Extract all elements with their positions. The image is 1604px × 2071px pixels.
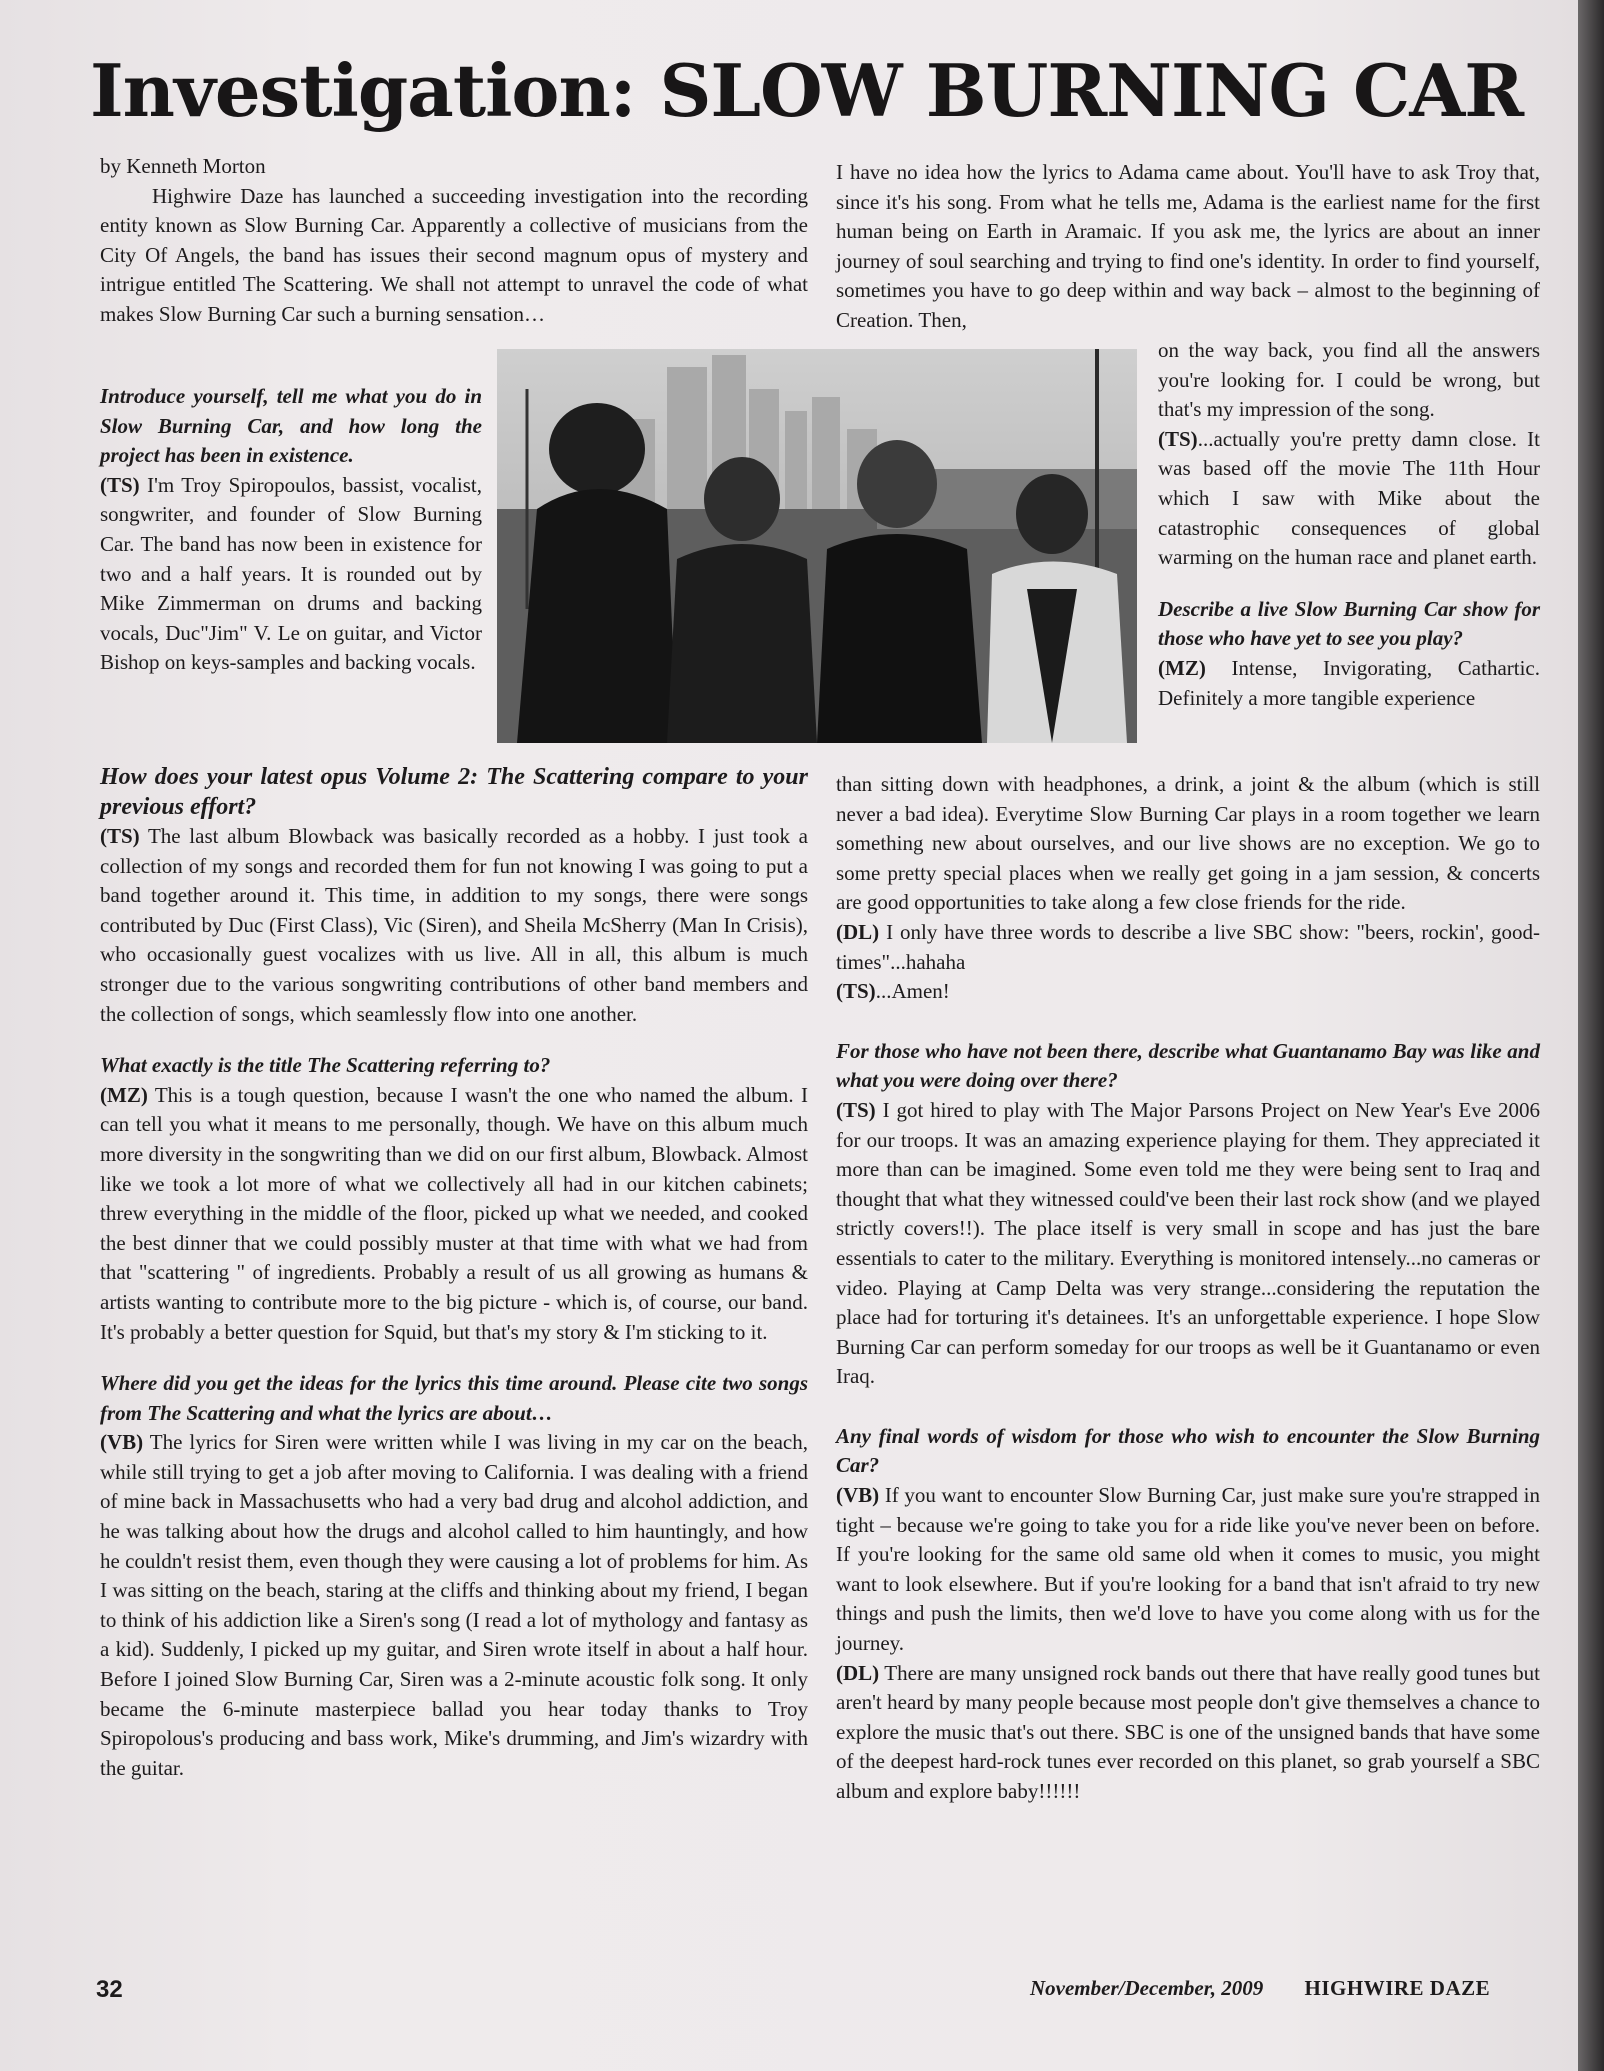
intro-block xyxy=(100,152,808,330)
answer-1 xyxy=(100,471,482,678)
answer-7 xyxy=(836,1481,1540,1659)
answer-7b xyxy=(836,1659,1540,1807)
right-top-block xyxy=(836,158,1540,336)
question-4: Where did you get the ideas for the lyrics this time around. Please cite two songs from The Scattering and what the lyrics are about… xyxy=(100,1371,808,1425)
speaker-tag: (VB) xyxy=(836,1483,880,1508)
intro-paragraph: Highwire Daze has launched a succeeding investigation into the recording entity known as Slow Burning Car. Apparently a collective of musicians from the City Of Angels, the band has issues their second magnum opus of mystery and intrigue entitled The Scattering. We shall not attempt to unravel the code of what makes Slow Burning Car such a burning sensation… xyxy=(100,183,808,326)
answer-4-text: The lyrics for Siren were written while I was living in my car on the beach, while still trying to get a job after moving to California. I was dealing with a friend of mine back in Massachusetts who had a very bad drug and alcohol addiction, and he was talking about how the drugs and alcohol called to him hauntingly, and how he couldn't resist them, even though they were causing a lot of problems for him. As I was sitting on the beach, staring at the cliffs and thinking about my friend, I began to think of his addiction like a Siren's song (I read a lot of mythology and fantasy as a kid). Suddenly, I picked up my guitar, and Siren wrote itself in about a half hour. Before I joined Slow Burning Car, Siren was a 2-minute acoustic folk song. It only became the 6-minute masterpiece ballad you hear today thanks to Troy Spiropolous's producing and bass work, Mike's drumming, and Jim's wizardry with the guitar. xyxy=(100,1430,808,1780)
answer-5 xyxy=(1158,654,1540,713)
answer-6 xyxy=(836,1096,1540,1392)
answer-3 xyxy=(100,1081,808,1347)
answer-1-text: I'm Troy Spiropoulos, bassist, vocalist, songwriter, and founder of Slow Burning Car. The band has now been in existence for two and a half years. It is rounded out by Mike Zimmerman on drums and backing vocals, Duc"Jim" V. Le on guitar, and Victor Bishop on keys-samples and backing vocals. xyxy=(100,472,483,675)
answer-4-continued-side: on the way back, you find all the answers you're looking for. I could be wrong, but that's my impression of the song. xyxy=(1158,338,1540,422)
q1-block xyxy=(100,382,482,678)
speaker-tag: (TS) xyxy=(836,979,876,1004)
question-1: Introduce yourself, tell me what you do in Slow Burning Car, and how long the project has been in existence. xyxy=(100,384,482,468)
answer-4b-text: ...actually you're pretty damn close. It was based off the movie The 11th Hour which I saw with Mike about the catastrophic consequences of global warming on the human race and planet earth. xyxy=(1158,426,1540,570)
speaker-tag: (DL) xyxy=(836,1660,880,1685)
answer-6-text: I got hired to play with The Major Parsons Project on New Year's Eve 2006 for our troops. It was an amazing experience playing for them. They appreciated it more than can be imagined. Some even told me they were being sent to Iraq and thought that what they witnessed could've been their last rock show (and we played strictly covers!!). The place itself is very small in scope and has just the bare essentials to cater to the military. Everything is monitored intensely...no cameras or video. Playing at Camp Delta was very strange...considering the reputation the place had for torturing it's detainees. It's an unforgettable experience. I hope Slow Burning Car can perform someday for our troops as well be it Guantanamo or even Iraq. xyxy=(836,1097,1541,1389)
answer-5-continued: than sitting down with headphones, a drink, a joint & the album (which is still never a bad idea). Everytime Slow Burning Car plays in a room together we learn something new about ourselves, and our live shows are no exception. We go to some pretty special places when we really get going in a jam session, & concerts are good opportunities to take along a few close friends for the ride. xyxy=(836,772,1540,915)
band-photo-image xyxy=(497,349,1137,743)
page-footer xyxy=(1030,1976,1490,2001)
answer-4-continued: I have no idea how the lyrics to Adama came about. You'll have to ask Troy that, since it's his song. From what he tells me, Adama is the earliest name for the first human being on Earth in Aramaic. If you ask me, the lyrics are about an inner journey of soul searching and trying to find one's identity. In order to find yourself, sometimes you have to go deep within and way back – almost to the beginning of Creation. Then, xyxy=(836,160,1540,332)
answer-2-text: The last album Blowback was basically recorded as a hobby. I just took a collection of my songs and recorded them for fun not knowing I was going to put a band together around it. This time, in addition to my songs, there were songs contributed by Duc (First Class), Vic (Siren), and Sheila McSherry (Man In Crisis), who occasionally guest vocalizes with us live. All in all, this album is much stronger due to the various songwriting contributions of other band members and the collection of songs, which seamlessly flow into one another. xyxy=(100,824,809,1026)
answer-5b-text: I only have three words to describe a live SBC show: "beers, rockin', good-times"...hahaha xyxy=(836,919,1541,974)
answer-5c xyxy=(836,977,1540,1007)
issue-date: November/December, 2009 xyxy=(1030,1976,1264,2000)
question-2: How does your latest opus Volume 2: The Scattering compare to your previous effort? xyxy=(100,764,808,820)
answer-4b xyxy=(1158,425,1540,573)
question-5: Describe a live Slow Burning Car show for those who have yet to see you play? xyxy=(1158,596,1540,651)
question-3: What exactly is the title The Scattering referring to? xyxy=(100,1053,551,1078)
answer-7-text: If you want to encounter Slow Burning Car, just make sure you're strapped in tight – because we're going to take you for a ride like you've never been on before. If you're looking for the same old same old when it comes to music, you might want to look elsewhere. But if you're looking for a band that isn't afraid to try new things and push the limits, then we'd love to have you come along with us for the journey. xyxy=(836,1483,1541,1656)
answer-4 xyxy=(100,1428,808,1783)
speaker-tag: (VB) xyxy=(100,1430,144,1455)
speaker-tag: (MZ) xyxy=(1158,655,1206,680)
answer-5b xyxy=(836,918,1540,977)
page-number: 32 xyxy=(96,1976,123,2003)
band-photo xyxy=(497,349,1137,743)
speaker-tag: (TS) xyxy=(1158,426,1198,451)
left-column xyxy=(100,762,808,1783)
right-column xyxy=(836,770,1540,1807)
speaker-tag: (TS) xyxy=(100,824,140,848)
answer-5c-text: ...Amen! xyxy=(875,979,950,1004)
speaker-tag: (MZ) xyxy=(100,1082,148,1107)
answer-2 xyxy=(100,822,808,1029)
page-spine-edge xyxy=(1578,0,1604,2071)
question-7: Any final words of wisdom for those who wish to encounter the Slow Burning Car? xyxy=(836,1423,1540,1478)
answer-5-side-text: Intense, Invigorating, Cathartic. Definitely a more tangible experience xyxy=(1158,655,1541,710)
speaker-tag: (DL) xyxy=(836,919,880,944)
answer-3-text: This is a tough question, because I wasn't the one who named the album. I can tell you what it means to me personally, though. We have on this album much more diversity in the songwriting than we did on our first album, Blowback. Almost like we took a lot more of what we collectively all had in our kitchen cabinets; threw everything in the middle of the floor, picked up what we needed, and cooked the best dinner that we could possibly muster at that time with what we had from that "scattering " of ingredients. Probably a result of us all growing as humans & artists wanting to contribute more to the big picture - which is, of course, our band. It's probably a better question for Squid, but that's my story & I'm sticking to it. xyxy=(100,1082,808,1344)
right-side-block xyxy=(1158,336,1540,713)
speaker-tag: (TS) xyxy=(836,1097,876,1122)
speaker-tag: (TS) xyxy=(100,472,140,497)
answer-7b-text: There are many unsigned rock bands out there that have really good tunes but aren't heard by many people because most people don't give themselves a chance to explore the music that's out there. SBC is one of the unsigned bands that have some of the deepest hard-rock tunes ever recorded on this planet, so grab yourself a SBC album and explore baby!!!!!! xyxy=(836,1660,1540,1803)
article-title: Investigation: SLOW BURNING CAR xyxy=(90,48,1524,133)
magazine-name: HIGHWIRE DAZE xyxy=(1304,1976,1491,2000)
question-6: For those who have not been there, describe what Guantanamo Bay was like and what you were doing over there? xyxy=(836,1038,1540,1093)
byline: by Kenneth Morton xyxy=(100,154,266,178)
